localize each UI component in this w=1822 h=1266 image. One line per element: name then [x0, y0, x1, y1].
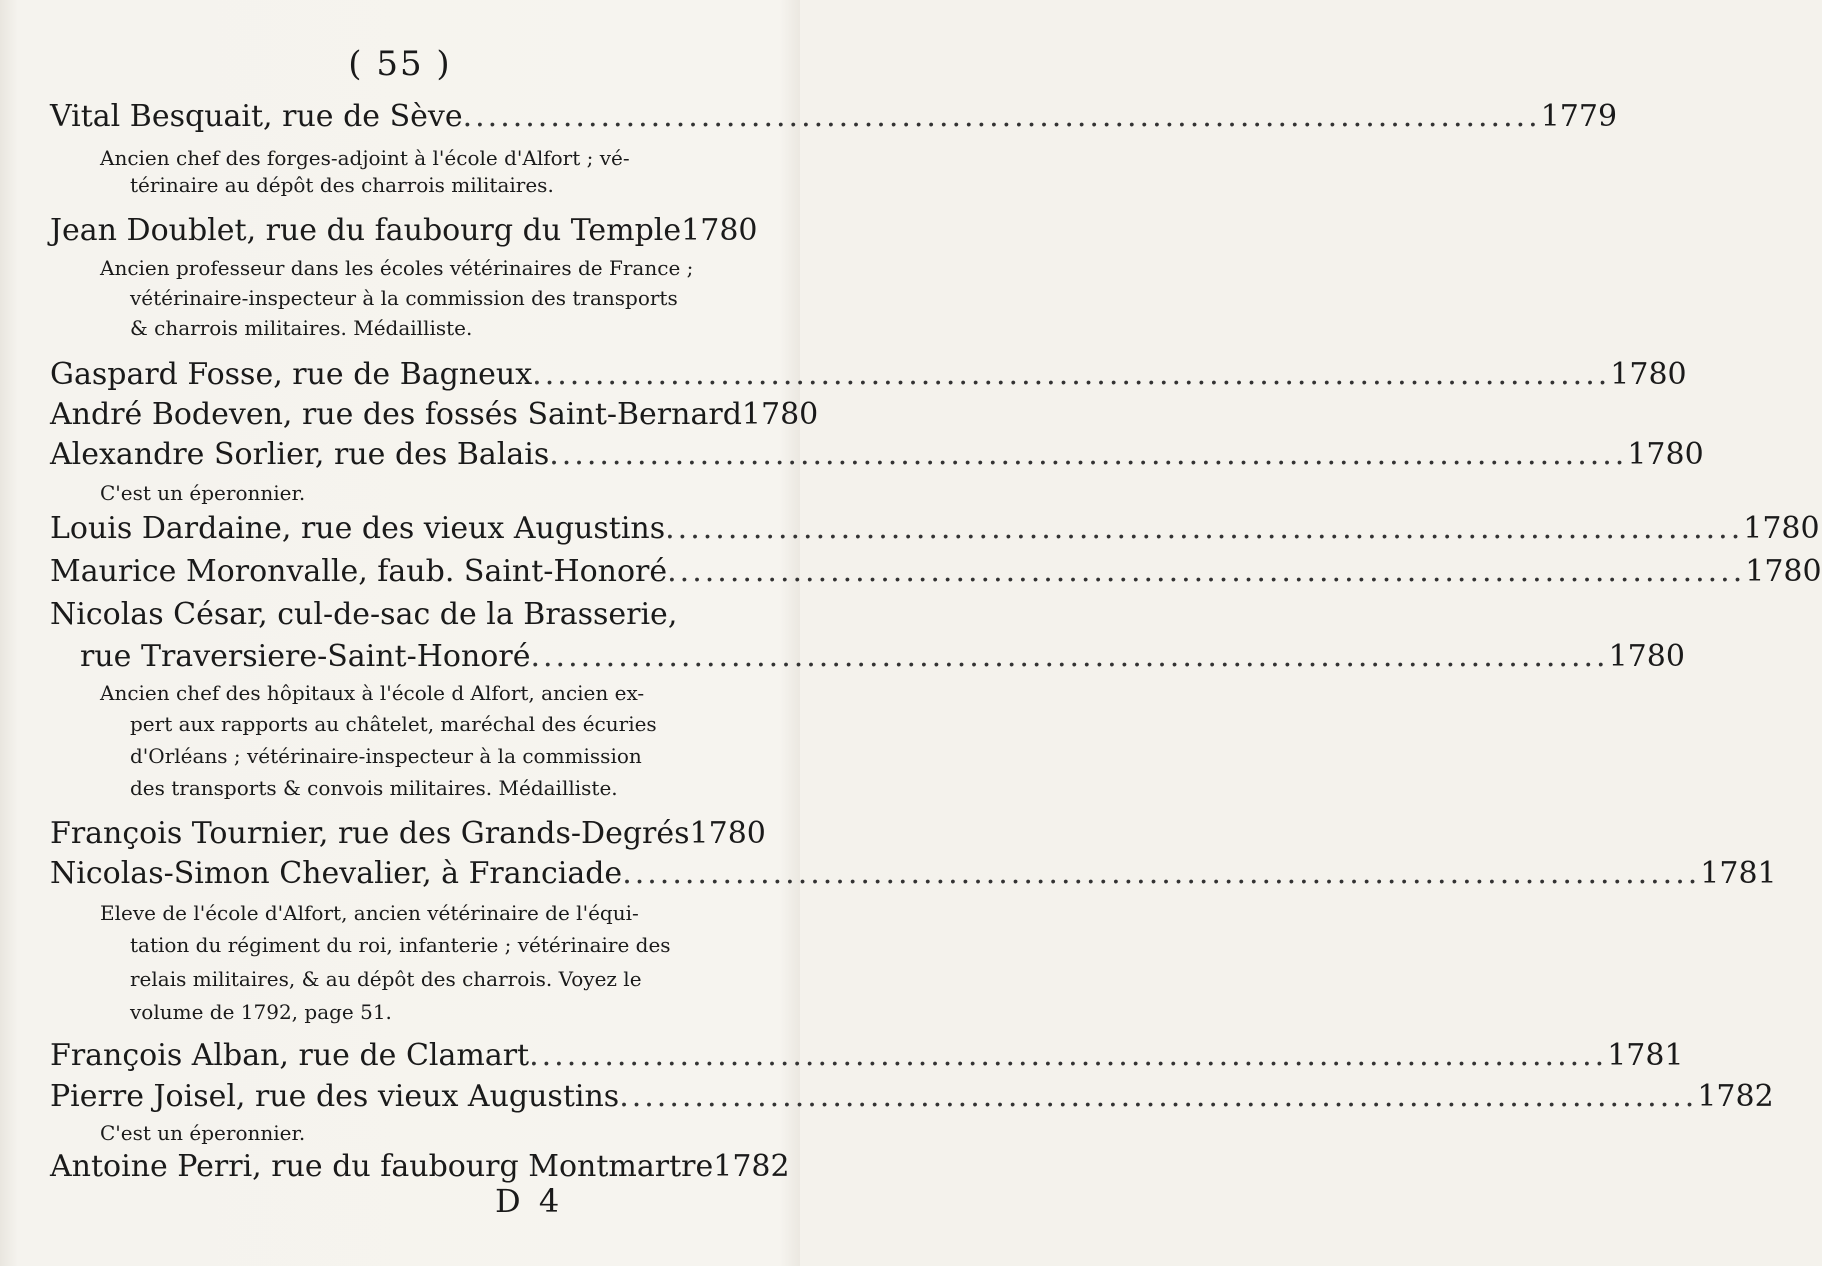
- leader-dots: [532, 356, 1610, 394]
- entry-line: [50, 855, 1777, 893]
- entry-line: [50, 553, 1822, 591]
- entry-note: Ancien professeur dans les écoles vétérinaires de France ;: [100, 256, 694, 280]
- entry-name: Antoine Perri, rue du faubourg Montmartre: [50, 1149, 714, 1184]
- entry-note: térinaire au dépôt des charrois militaires.: [130, 173, 554, 197]
- entry-name: Maurice Moronvalle, faub. Saint-Honoré: [50, 554, 668, 589]
- entry-note: relais militaires, & au dépôt des charrois. Voyez le: [130, 967, 642, 991]
- signature-mark: D 4: [495, 1182, 564, 1220]
- entry-name: François Alban, rue de Clamart: [50, 1038, 530, 1073]
- entry-note: volume de 1792, page 51.: [130, 1000, 392, 1024]
- entry-note: Ancien chef des forges-adjoint à l'école d'Alfort ; vé-: [100, 146, 630, 170]
- entry-year: 1780: [1610, 357, 1687, 392]
- entry-line-continued: [80, 638, 1685, 676]
- entry-note: Ancien chef des hôpitaux à l'école d Alfort, ancien ex-: [100, 681, 645, 705]
- entry-note: tation du régiment du roi, infanterie ; vétérinaire des: [130, 933, 671, 957]
- leader-dots: [619, 1078, 1697, 1116]
- leader-dots: [530, 638, 1608, 676]
- entry-year: 1780: [1608, 639, 1685, 674]
- entry-line: [50, 356, 1687, 394]
- entry-name: Louis Dardaine, rue des vieux Augustins: [50, 511, 666, 546]
- entry-note: pert aux rapports au châtelet, maréchal des écuries: [130, 712, 657, 736]
- entry-year: 1782: [713, 1149, 790, 1184]
- entry-year: 1781: [1607, 1038, 1684, 1073]
- leader-dots: [665, 510, 1743, 548]
- entry-year: 1780: [689, 816, 766, 851]
- entry-line: [50, 1078, 1774, 1116]
- entry-name: Pierre Joisel, rue des vieux Augustins: [50, 1079, 620, 1114]
- entry-name: Nicolas-Simon Chevalier, à Franciade: [50, 856, 623, 891]
- entry-note: C'est un éperonnier.: [100, 1121, 306, 1145]
- entry-line: [50, 1037, 1684, 1075]
- entry-note: des transports & convois militaires. Médailliste.: [130, 776, 618, 800]
- entry-name: Nicolas César, cul-de-sac de la Brasserie,: [50, 597, 678, 632]
- entry-year: 1780: [1745, 554, 1822, 589]
- entry-line: [50, 436, 1704, 474]
- entry-name: François Tournier, rue des Grands-Degrés: [50, 816, 690, 851]
- entry-year: 1781: [1700, 856, 1777, 891]
- entry-name: Gaspard Fosse, rue de Bagneux: [50, 357, 533, 392]
- entry-note: vétérinaire-inspecteur à la commission des transports: [130, 286, 678, 310]
- entry-name-continued: rue Traversiere-Saint-Honoré: [80, 639, 531, 674]
- leader-dots: [549, 436, 1627, 474]
- entry-line: [50, 1148, 790, 1186]
- entry-year: 1782: [1697, 1079, 1774, 1114]
- entry-year: 1780: [1743, 511, 1820, 546]
- leader-dots: [667, 553, 1745, 591]
- entry-name: Alexandre Sorlier, rue des Balais: [50, 437, 550, 472]
- entry-line: [50, 510, 1820, 548]
- entry-year: 1779: [1540, 99, 1618, 134]
- entry-name: André Bodeven, rue des fossés Saint-Bernard: [50, 397, 742, 432]
- leader-dots: [622, 855, 1700, 893]
- entry-note: d'Orléans ; vétérinaire-inspecteur à la commission: [130, 744, 642, 768]
- entry-note: Eleve de l'école d'Alfort, ancien vétérinaire de l'équi-: [100, 901, 639, 925]
- leader-dots: [463, 98, 1541, 136]
- entry-line: [50, 396, 819, 434]
- entry-note: C'est un éperonnier.: [100, 481, 306, 505]
- entry-line: [50, 596, 750, 634]
- entry-year: 1780: [741, 397, 819, 432]
- entry-year: 1780: [1627, 437, 1704, 472]
- entry-name: Vital Besquait, rue de Sève: [50, 99, 463, 134]
- entry-line: [50, 815, 766, 853]
- leader-dots: [529, 1037, 1607, 1075]
- entry-name: Jean Doublet, rue du faubourg du Temple: [50, 213, 682, 248]
- entry-year: 1780: [681, 213, 758, 248]
- entry-line: [50, 98, 1618, 136]
- entry-note: & charrois militaires. Médailliste.: [130, 316, 473, 340]
- entry-line: [50, 212, 758, 250]
- page-number: ( 55 ): [348, 44, 452, 84]
